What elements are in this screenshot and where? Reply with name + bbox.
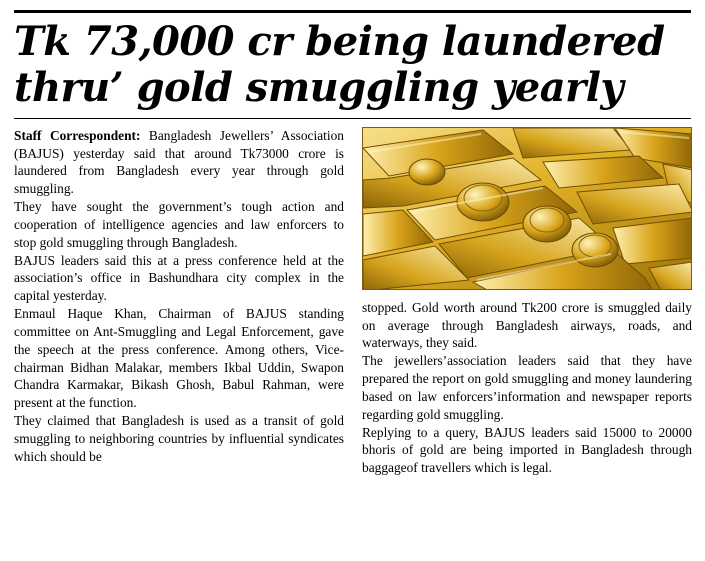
- headline-line-1: Tk 73,000 cr being laundered: [14, 18, 665, 65]
- paragraph-lead: [14, 127, 344, 198]
- top-rule: [14, 10, 691, 13]
- paragraph: Replying to a query, BAJUS leaders said 15000 to 20000 bhoris of gold are being imported in Bangladesh through baggageof travellers which is legal.: [362, 424, 692, 476]
- page-title: [14, 19, 691, 112]
- paragraph: They have sought the government’s tough action and cooperation of intelligence agencies and law enforcers to stop gold smuggling through Bangladesh.: [14, 199, 344, 250]
- paragraph: BAJUS leaders said this at a press conference held at the association’s office in Bashundhara city complex in the capital yesterday.: [14, 252, 344, 304]
- paragraph: Enmaul Haque Khan, Chairman of BAJUS standing committee on Ant-Smuggling and Legal Enforcement, gave the speech at the press conference. Among others, Vice-chairman Bidhan Malakar, members Ikbal Uddin, Swapon Chandra Karmakar, Bikash Ghosh, Babul Rahman, were present at the function.: [14, 306, 344, 411]
- paragraph: stopped. Gold worth around Tk200 crore is smuggled daily on average through Bangladesh airways, roads, and waterways, they said.: [362, 299, 692, 351]
- gold-bars-photo: [362, 127, 692, 290]
- byline: Staff Correspondent:: [14, 127, 141, 143]
- paragraph: The jewellers’association leaders said that they have prepared the report on gold smuggling and money laundering based on law enforcers’information and newspaper reports regarding gold smuggling.: [362, 353, 692, 422]
- paragraph-text: Bangladesh Jewellers’ Association (BAJUS) yesterday said that around Tk73000 crore is laundered from Bangladesh every year through gold smuggling.: [14, 127, 344, 197]
- left-column: [14, 127, 344, 466]
- headline-divider: [14, 118, 691, 119]
- right-column: [362, 299, 692, 477]
- headline-line-2: thru’ gold smuggling yearly: [14, 64, 624, 112]
- paragraph: They claimed that Bangladesh is used as a transit of gold smuggling to neighboring countries by influential syndicates which should be: [14, 413, 344, 464]
- article-body: [14, 127, 691, 522]
- gold-bars-illustration: [363, 128, 692, 290]
